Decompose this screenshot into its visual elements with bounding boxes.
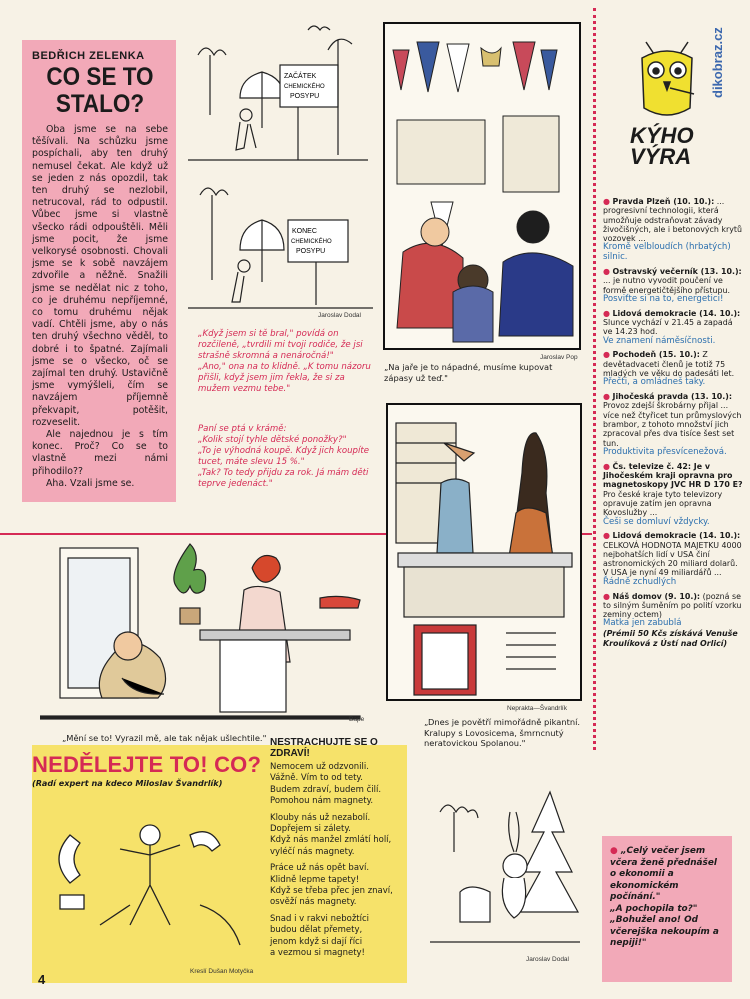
bullet-icon: ●: [603, 591, 613, 601]
joke-box: [602, 836, 732, 982]
list-item: ● Lidová demokracie (14. 10.): CELKOVÁ HODNOTA MAJETKU 4000 nejbohatších lidí v USA činí astronomických 20 miliard dolarů. V USA je nyní 49 miliardářů ... Řádně zchudlých: [603, 531, 742, 587]
column-separator: [593, 8, 596, 750]
cartoon-credit: Bape: [349, 716, 365, 723]
story-paragraph: Ale najednou je s tím konec. Proč? Co se to vlastně mezi námi přihodilo??: [32, 429, 168, 477]
cartoon-caption: „Na jaře je to nápadné, musíme kupovat zápasy už teď.": [384, 362, 553, 383]
list-item: ● Čs. televize č. 42: Je v Jihočeském kraji opravna pro magnetoskopy JVC HR D 170 E? Pro české kraje tyto televizory opravuje zatím jen opravna Kovoslužby ... Češi se domluví vždycky.: [603, 461, 743, 527]
bullet-icon: ●: [610, 846, 621, 856]
bullet-icon: ●: [603, 392, 613, 402]
advice-title: NEDĚLEJTE TO! CO?: [32, 752, 262, 777]
advice-subtitle: (Radí expert na kdeco Miloslav Švandrlík): [32, 778, 223, 788]
story-body: [32, 124, 168, 490]
bullet-icon: ●: [603, 461, 613, 471]
list-item: ● Ostravský večerník (13. 10.): ... je nutno vyvodit poučení ve formě energetičtějšího přístupu. Posviťte si na to, energetici!: [603, 267, 742, 304]
cartoon-caption: „Dnes je povětří mimořádně pikantní. Kralupy s Lovosicema, šmrncnutý neratovickou Spolanou.": [424, 717, 581, 748]
story-box: [22, 40, 176, 502]
bullet-icon: ●: [603, 267, 613, 277]
cartoon-credit: Jaroslav Dodal: [318, 312, 361, 319]
list-item: ● Pravda Plzeň (10. 10.): ... progresivní technologii, která umožňuje odstraňovat závady živočišných, ale i betonových krytů vozovek ... Kromě velbloudích (hrbatých) silnic.: [603, 197, 742, 263]
site-brand: dikobraz.cz: [710, 27, 725, 98]
svg-text:CHEMICKÉHO: CHEMICKÉHO: [291, 239, 332, 245]
story-byline: BEDŘICH ZELENKA: [32, 50, 145, 62]
cartoon-office-illustration: [40, 538, 370, 734]
cartoon-umbrella-illustration: [188, 20, 378, 320]
bullet-icon: ●: [603, 531, 613, 541]
poem-stanza: Snad i v rakvi nebožtíci budou dělat přemety, jenom když si dají říci a vezmou si magnety!: [270, 913, 370, 959]
illustration-credit: Kreslí Dušan Motyčka: [190, 968, 254, 975]
kyho-list: [603, 197, 743, 652]
story-paragraph: Aha. Vzali jsme se.: [46, 477, 135, 489]
joke-1: „Když jsem si tě bral," povídá on rozčileně, „tvrdili mi tvoji rodiče, že jsi strašně skromná a nenáročná!" „Ano," ona na to klidně. „K tomu názoru přišli, když jsem jim řekla, že si za mužem vezmu tebe.": [198, 329, 371, 394]
svg-text:POSYPU: POSYPU: [290, 93, 320, 100]
kyho-logo: KÝHO VÝRA: [630, 123, 694, 169]
cartoon-credit: Jaroslav Dodal: [526, 956, 569, 963]
poem-title: NESTRACHUJTE SE O ZDRAVÍ!: [270, 737, 378, 759]
cartoon-credit: Neprakta—Švandrlík: [507, 705, 567, 712]
owl-icon: [632, 28, 702, 123]
story-paragraph: Oba jsme se na sebe těšívali. Na schůzku jsme pospíchali, aby ten druhý nemusel čekat. Ale když už se jeden z nás opozdil, tak ten druhý se nezlobil, netrucoval, rád to odpustil. Vůbec jsme si vlastně všecko rádi odpouštěli. Měli jsme pocit, že jsme velkorysé osobnosti. Chovali jsme se k sobě navzájem zdvořile a něžně. Snažili jsme se nedělat nic z toho, co je druhému nepříjemné, co tomu druhému nějak vadí. Chtěli jsme, aby o nás ten druhý všechno věděl, to dobré i to špatné. Zajímali jsme se o všecko, oč se zajímal ten druhý. Ustavičně jsme vymýšleli, čím se navzájem příjemně překvapit, potěšit, rozveselit.: [32, 124, 168, 428]
sign-top: ZAČÁTEK: [284, 73, 317, 80]
story-headline: CO SE TO STALO?: [46, 63, 154, 118]
cartoon-balcony-illustration: [386, 403, 582, 703]
cartoon-rabbit-illustration: [420, 782, 590, 954]
list-item: ● Pochodeň (15. 10.): Z devětadvaceti členů je totiž 75 mladých ve věku do padesáti let. Přečti, a omládneš taky.: [603, 350, 735, 388]
joke-line: „Bohužel ano! Od včerejška nekoupím a nepiji!": [610, 915, 719, 948]
bullet-icon: ●: [603, 350, 613, 360]
joke-line: „A pochopila to?": [610, 903, 698, 914]
sign-bottom: KONEC: [292, 228, 317, 235]
cartoon-credit: Jaroslav Pop: [540, 354, 578, 361]
cartoon-pennants-illustration: [383, 22, 581, 350]
list-item: ● Náš domov (9. 10.): (pozná se to silným šuměním po polití vzorku zeminy octem) Matka jen zabublá (Prémii 50 Kčs získává Venuše Kroulíková z Ústí nad Orlicí): [603, 591, 742, 648]
joke-2: Paní se ptá v krámě: „Kolik stojí tyhle dětské ponožky?" „To je výhodná koupě. Když jich koupíte tucet, máte slevu 15 %." „Tak? To tedy přijdu za rok. Já mám děti teprve jedenáct.": [198, 424, 370, 489]
page-number: 4: [38, 972, 46, 987]
list-item: ● Lidová demokracie (14. 10.): Slunce vychází v 21.45 a zapadá ve 14.23 hod. Ve znamení náměsíčnosti.: [603, 308, 741, 346]
bullet-icon: ●: [603, 308, 613, 318]
poem-stanza: Nemocem už odzvonili. Vážně. Vím to od tety. Budem zdraví, budem čilí. Pomohou nám magnety.: [270, 762, 382, 807]
cartoon-caption: „Mění se to! Vyrazil mě, ale tak nějak ušlechtile.": [62, 733, 267, 743]
svg-text:POSYPU: POSYPU: [296, 248, 326, 255]
svg-text:CHEMICKÉHO: CHEMICKÉHO: [284, 84, 325, 90]
bullet-icon: ●: [603, 197, 613, 206]
magnet-man-illustration: [40, 795, 260, 965]
joke-line: ● „Celý večer jsem včera ženě přednášel o ekonomii a ekonomickém počínání.": [610, 846, 717, 902]
poem-stanza: Klouby nás už nezabolí. Dopřejem si zálety. Když nás manžel zmlátí holí, vyléčí nás magnety.: [270, 812, 392, 857]
list-item: ● Jihočeská pravda (13. 10.): Provoz zdejší škrobárny přijal ... více než čtyřicet tun průmyslových brambor, z tohoto množství jich zpracoval přes dva tisíce šest set tun. Produktivita přesvícenežová.: [603, 392, 742, 457]
poem: [270, 762, 408, 965]
prize-note: (Prémii 50 Kčs získává Venuše Kroulíková z Ústí nad Orlicí): [603, 629, 738, 648]
poem-stanza: Práce už nás opět baví. Klidně lepme tapety! Když se třeba přec jen znaví, osvěží nás magnety.: [270, 863, 393, 908]
